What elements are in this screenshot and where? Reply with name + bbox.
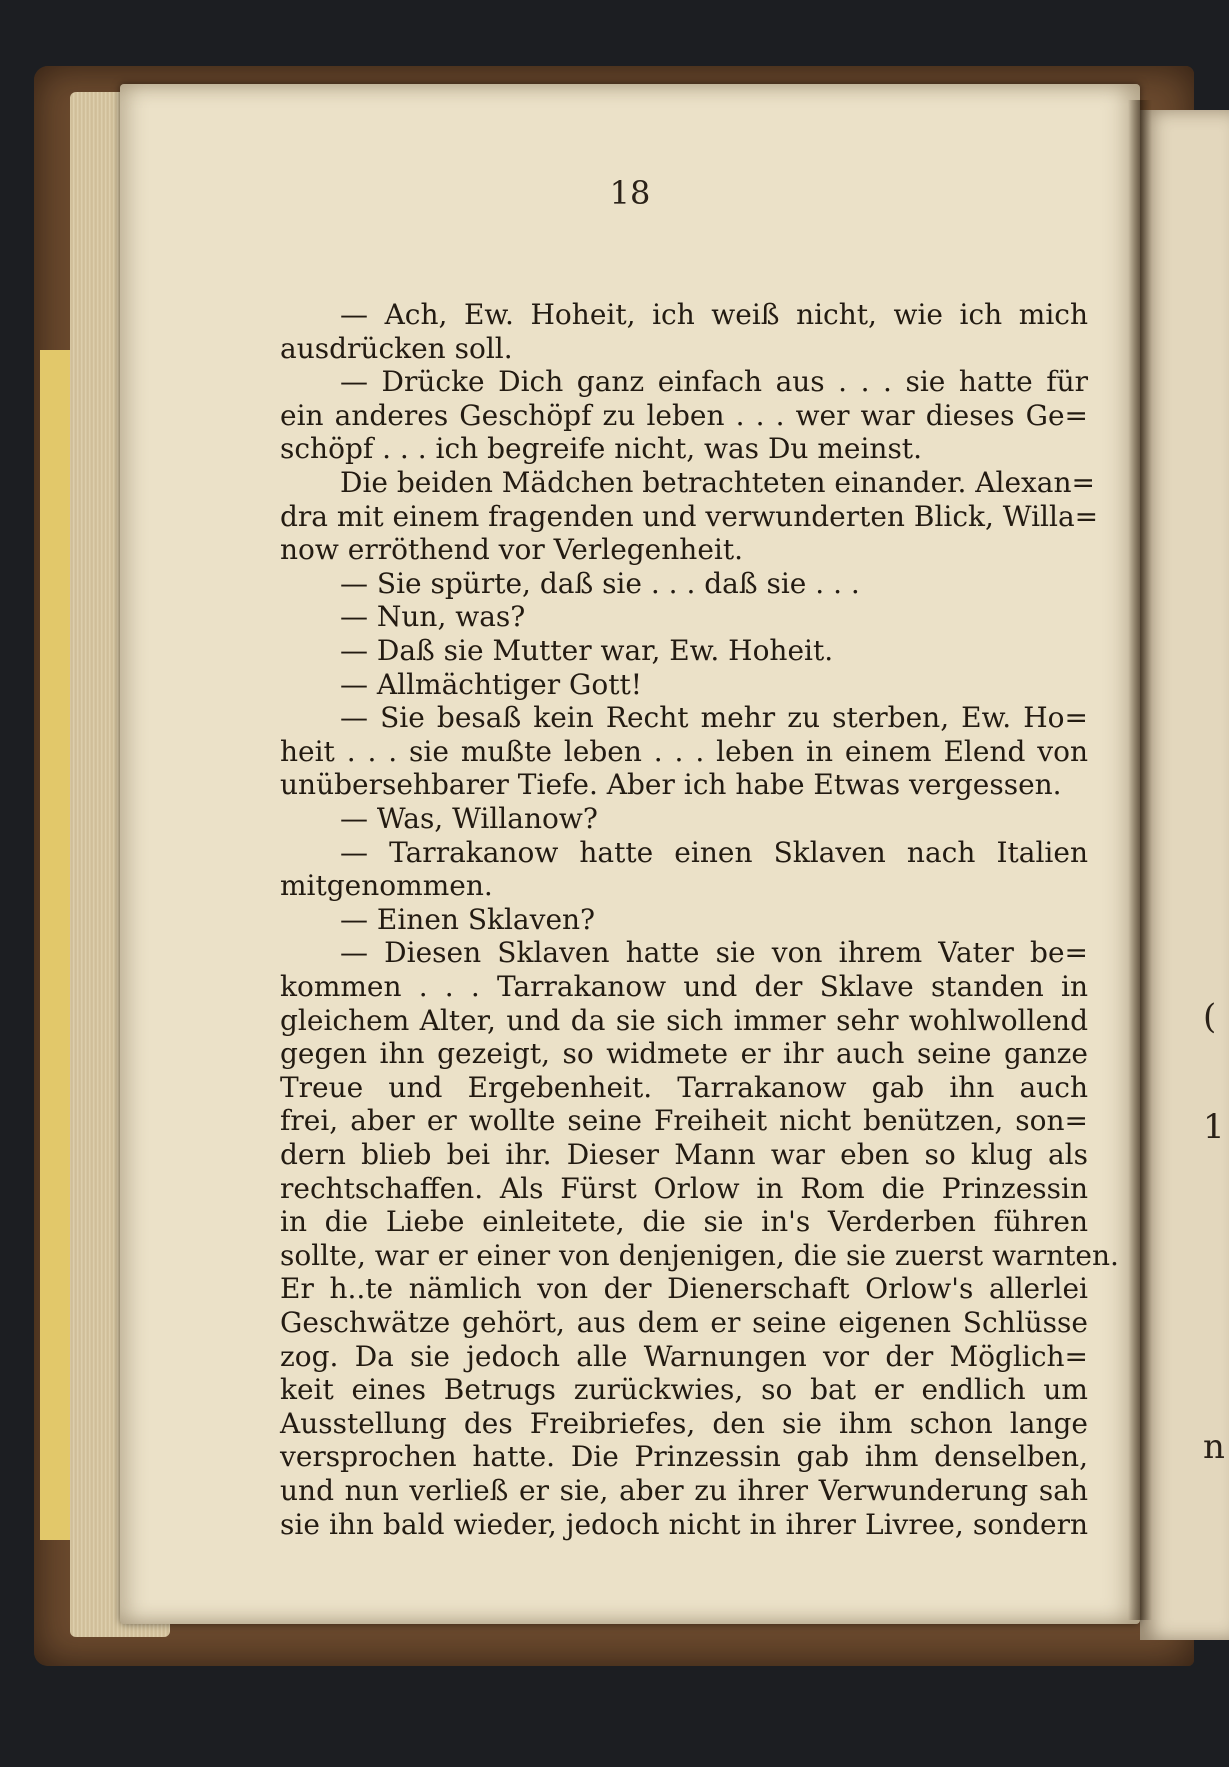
book-page — [120, 84, 1140, 1624]
gutter-shadow — [1128, 100, 1152, 1620]
text-line: mitgenommen. — [280, 869, 493, 903]
text-line: unübersehbarer Tiefe. Aber ich habe Etwas vergessen. — [280, 768, 1062, 802]
text-line: Geschwätze gehört, aus dem er seine eigenen Schlüsse — [280, 1306, 1088, 1339]
text-line: Ausstellung des Freibriefes, den sie ihm schon lange — [280, 1406, 1088, 1440]
text-line: frei, aber er wollte seine Freiheit nicht benützen, son= — [280, 1104, 1088, 1138]
text-line: in die Liebe einleitete, die sie in's Verderben führen — [280, 1205, 1088, 1239]
text-line: schöpf . . . ich begreife nicht, was Du meinst. — [280, 432, 922, 466]
adjacent-page-fragment: n — [1203, 1427, 1225, 1467]
text-line: und nun verließ er sie, aber zu ihrer Verwunderung sah — [280, 1474, 1088, 1507]
text-line: — Nun, was? — [340, 600, 526, 634]
text-line: zog. Da sie jedoch alle Warnungen vor der Möglich= — [280, 1339, 1088, 1373]
text-line: kommen . . . Tarrakanow und der Sklave standen in — [280, 970, 1088, 1003]
cover-edge-strip — [40, 350, 70, 1540]
adjacent-page-fragment: ( — [1203, 997, 1217, 1037]
text-line: ausdrücken soll. — [280, 331, 513, 365]
adjacent-page — [1140, 110, 1229, 1640]
text-line: — Tarrakanow hatte einen Sklaven nach Italien — [340, 835, 1088, 869]
text-line: — Sie besaß kein Recht mehr zu sterben, Ew. Ho= — [340, 701, 1088, 735]
text-line: Treue und Ergebenheit. Tarrakanow gab ihn auch — [280, 1070, 1088, 1104]
text-line: — Was, Willanow? — [340, 802, 598, 835]
text-line: — Allmächtiger Gott! — [340, 667, 642, 701]
text-line: heit . . . sie mußte leben . . . leben in einem Elend von — [280, 734, 1088, 768]
text-line: Er h..te nämlich von der Dienerschaft Orlow's allerlei — [280, 1272, 1088, 1306]
text-line: — Diesen Sklaven hatte sie von ihrem Vater be= — [340, 936, 1088, 970]
text-line: gegen ihn gezeigt, so widmete er ihr auch seine ganze — [280, 1037, 1088, 1071]
page-number: 18 — [609, 174, 651, 212]
text-line: sie ihn bald wieder, jedoch nicht in ihrer Livree, sondern — [280, 1507, 1088, 1541]
text-line: dern blieb bei ihr. Dieser Mann war eben so klug als — [280, 1138, 1088, 1171]
adjacent-page-fragment: 1 — [1203, 1107, 1225, 1147]
text-line: — Drücke Dich ganz einfach aus . . . sie hatte für — [340, 365, 1088, 399]
text-line: gleichem Alter, und da sie sich immer sehr wohlwollend — [280, 1003, 1088, 1037]
text-line: sollte, war er einer von denjenigen, die sie zuerst warnten. — [280, 1238, 1119, 1272]
text-line: — Daß sie Mutter war, Ew. Hoheit. — [340, 634, 834, 667]
text-line: now erröthend vor Verlegenheit. — [280, 533, 743, 567]
text-line: rechtschaffen. Als Fürst Orlow in Rom die Prinzessin — [280, 1171, 1088, 1205]
text-line: ein anderes Geschöpf zu leben . . . wer war dieses Ge= — [280, 398, 1088, 432]
text-line: — Sie spürte, daß sie . . . daß sie . . . — [340, 566, 860, 600]
text-line: keit eines Betrugs zurückwies, so bat er endlich um — [280, 1373, 1088, 1407]
text-line: — Einen Sklaven? — [340, 902, 596, 936]
text-line: — Ach, Ew. Hoheit, ich weiß nicht, wie ich mich — [340, 298, 1088, 331]
text-line: versprochen hatte. Die Prinzessin gab ihm denselben, — [280, 1440, 1088, 1474]
text-line: dra mit einem fragenden und verwunderten Blick, Willa= — [280, 499, 1099, 533]
text-line: Die beiden Mädchen betrachteten einander. Alexan= — [340, 466, 1095, 499]
